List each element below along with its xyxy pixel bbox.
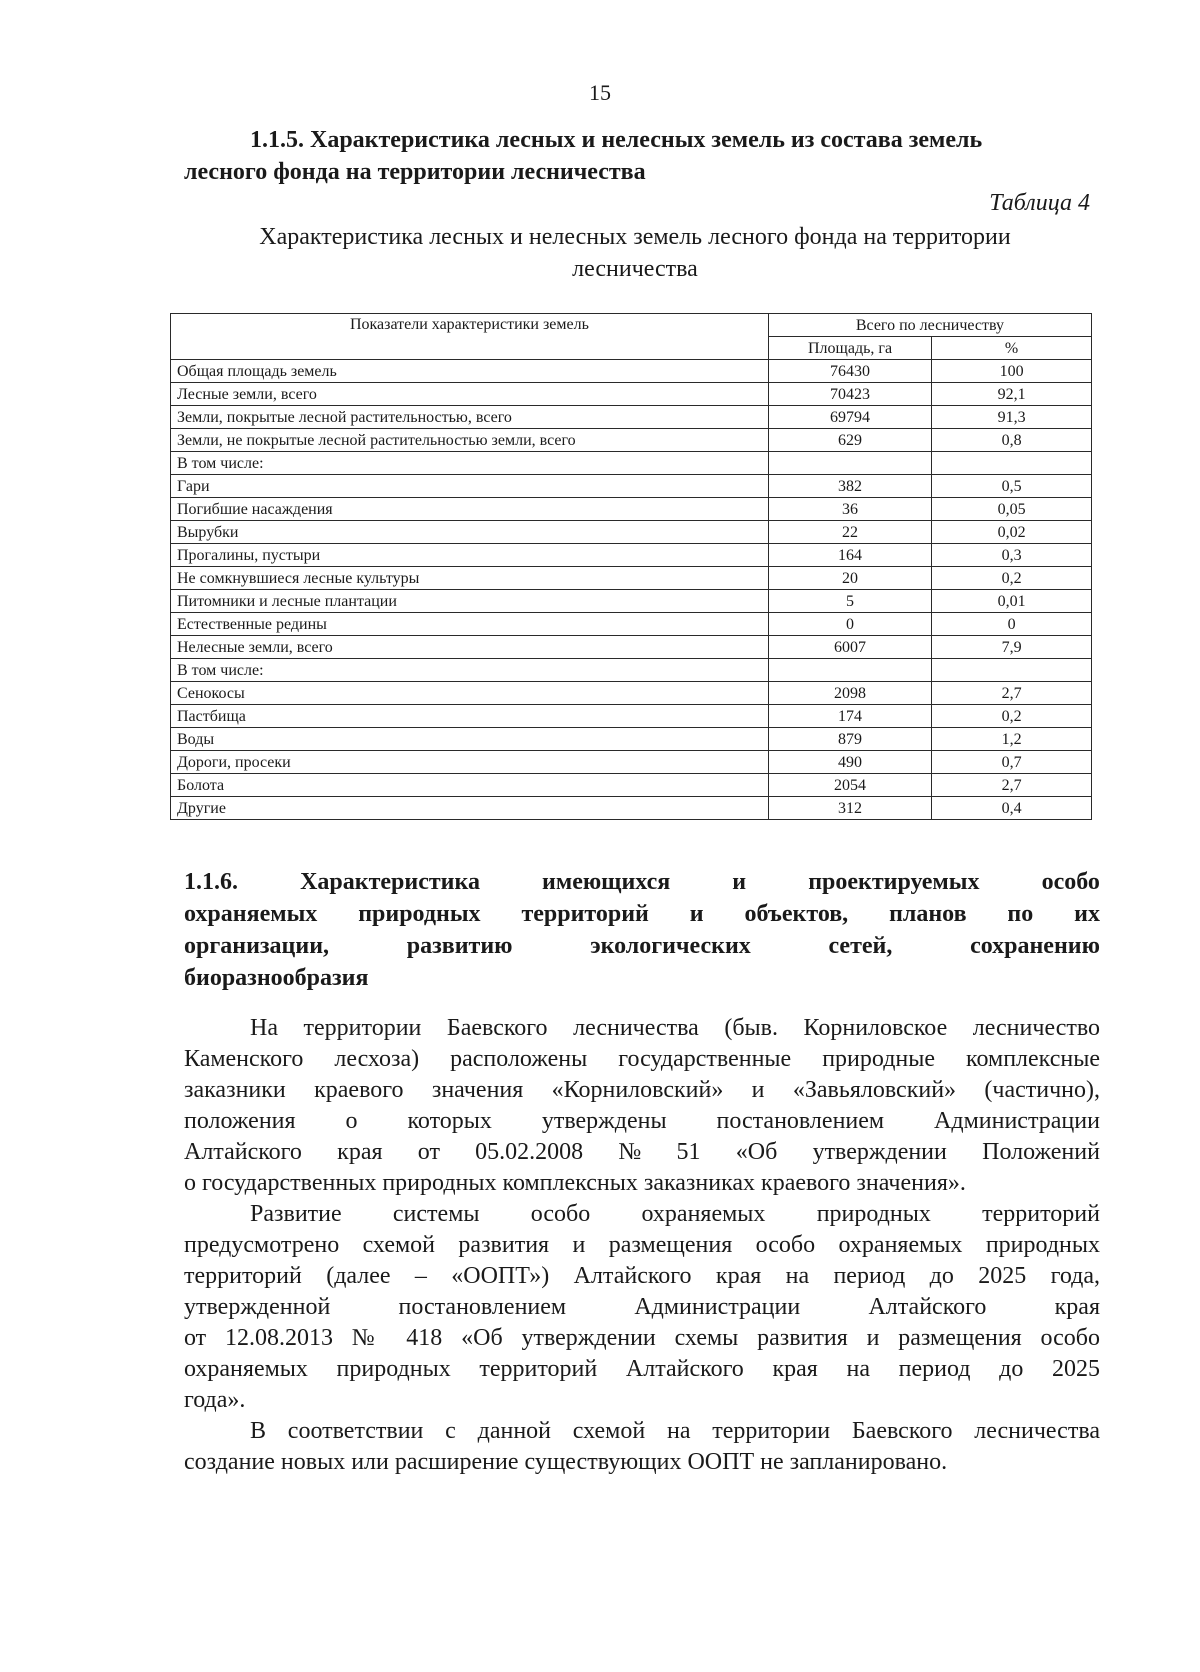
word: утверждении (812, 1139, 947, 1165)
title-word: развитию (406, 933, 513, 959)
row-percent: 0,7 (932, 751, 1092, 774)
text-line: территорий (далее – «ООПТ») Алтайского края на период до 2025 года, (184, 1263, 1100, 1289)
row-area (768, 659, 931, 682)
row-area: 879 (768, 728, 931, 751)
row-percent: 0,8 (932, 429, 1092, 452)
text-line (184, 1199, 1100, 1230)
title-word: 1.1.6. (184, 869, 238, 895)
table-row (171, 774, 1092, 797)
row-label: Гари (171, 475, 769, 498)
table-label: Таблица 4 (989, 190, 1090, 216)
header-total: Всего по лесничеству (768, 314, 1091, 337)
word: Администрации (934, 1108, 1100, 1134)
row-area: 382 (768, 475, 931, 498)
row-percent: 0,3 (932, 544, 1092, 567)
text-line (184, 1292, 1100, 1323)
row-label: Не сомкнувшиеся лесные культуры (171, 567, 769, 590)
row-label: Естественные редины (171, 613, 769, 636)
word: Развитие (250, 1201, 342, 1227)
row-area: 174 (768, 705, 931, 728)
row-percent (932, 659, 1092, 682)
word: положения (184, 1108, 296, 1134)
table-row (171, 383, 1092, 406)
table-row (171, 429, 1092, 452)
row-label: Земли, покрытые лесной растительностью, всего (171, 406, 769, 429)
word: № (618, 1139, 642, 1165)
row-area: 2098 (768, 682, 931, 705)
row-label: Нелесные земли, всего (171, 636, 769, 659)
paragraph-2 (184, 1199, 1100, 1416)
word: постановлением (716, 1108, 885, 1134)
text-line: В соответствии с данной схемой на территории Баевского лесничества (250, 1418, 1100, 1444)
word: системы (392, 1201, 480, 1227)
row-area: 0 (768, 613, 931, 636)
row-percent: 0,05 (932, 498, 1092, 521)
section-title-line: лесного фонда на территории лесничества (184, 159, 646, 185)
table-row (171, 751, 1092, 774)
row-area: 2054 (768, 774, 931, 797)
title-word: планов (889, 901, 967, 927)
text-line: о государственных природных комплексных заказниках краевого значения». (184, 1170, 966, 1196)
row-area: 6007 (768, 636, 931, 659)
row-percent: 2,7 (932, 682, 1092, 705)
word: утвержденной (184, 1294, 331, 1320)
row-area: 629 (768, 429, 931, 452)
row-percent: 1,2 (932, 728, 1092, 751)
table-row (171, 521, 1092, 544)
row-area: 36 (768, 498, 931, 521)
row-label: Другие (171, 797, 769, 820)
row-label: Воды (171, 728, 769, 751)
row-percent: 92,1 (932, 383, 1092, 406)
row-area: 70423 (768, 383, 931, 406)
row-percent: 0,01 (932, 590, 1092, 613)
word: о (345, 1108, 358, 1134)
text-line: На территории Баевского лесничества (быв. Корниловское лесничество (250, 1015, 1100, 1041)
header-indicator: Показатели характеристики земель (171, 314, 769, 360)
section-title-1-1-5 (184, 124, 1100, 188)
row-area: 76430 (768, 360, 931, 383)
title-word: природных (358, 901, 481, 927)
row-label: Прогалины, пустыри (171, 544, 769, 567)
text-line (184, 1106, 1100, 1137)
table-row (171, 636, 1092, 659)
row-area: 490 (768, 751, 931, 774)
text-line: создание новых или расширение существующих ООПТ не запланировано. (184, 1449, 948, 1475)
row-percent: 100 (932, 360, 1092, 383)
row-label: Погибшие насаждения (171, 498, 769, 521)
table-row (171, 475, 1092, 498)
word: постановлением (398, 1294, 567, 1320)
row-percent: 0,4 (932, 797, 1092, 820)
word: природных (816, 1201, 931, 1227)
table-row (171, 590, 1092, 613)
table-row (171, 659, 1092, 682)
table-row (171, 728, 1092, 751)
row-label: Земли, не покрытые лесной растительностью земли, всего (171, 429, 769, 452)
text-line: от 12.08.2013 № 418 «Об утверждении схемы развития и размещения особо (184, 1325, 1100, 1351)
word: 51 (676, 1139, 701, 1165)
row-label: В том числе: (171, 452, 769, 475)
row-label: Дороги, просеки (171, 751, 769, 774)
row-area: 20 (768, 567, 931, 590)
row-percent: 0,02 (932, 521, 1092, 544)
text-line: Каменского лесхоза) расположены государственные природные комплексные (184, 1046, 1100, 1072)
title-word: объектов, (744, 901, 849, 927)
table-row (171, 452, 1092, 475)
table-row (171, 406, 1092, 429)
title-word: экологических (590, 933, 751, 959)
title-word: проектируемых (808, 869, 980, 895)
title-word: и (689, 901, 704, 927)
row-area: 312 (768, 797, 931, 820)
table-row (171, 360, 1092, 383)
row-percent: 91,3 (932, 406, 1092, 429)
word: охраняемых (641, 1201, 766, 1227)
title-word: и (732, 869, 747, 895)
table-row (171, 567, 1092, 590)
row-label: Лесные земли, всего (171, 383, 769, 406)
section-title-line (184, 898, 1100, 930)
table-row (171, 682, 1092, 705)
word: края (1054, 1294, 1100, 1320)
table-row (171, 613, 1092, 636)
word: края (337, 1139, 383, 1165)
row-area (768, 452, 931, 475)
header-area: Площадь, га (768, 337, 931, 360)
word: территорий (982, 1201, 1100, 1227)
word: которых (407, 1108, 492, 1134)
row-area: 22 (768, 521, 931, 544)
row-area: 69794 (768, 406, 931, 429)
text-line: года». (184, 1387, 246, 1413)
row-percent: 2,7 (932, 774, 1092, 797)
header-percent: % (932, 337, 1092, 360)
body-text (184, 1013, 1100, 1478)
paragraph-1 (184, 1013, 1100, 1199)
word: Администрации (634, 1294, 801, 1320)
title-word: сохранению (970, 933, 1100, 959)
section-title-line (184, 930, 1100, 962)
table-row (171, 797, 1092, 820)
row-percent: 0,2 (932, 705, 1092, 728)
title-word: сетей, (828, 933, 893, 959)
word: от (417, 1139, 440, 1165)
word: утверждены (541, 1108, 667, 1134)
word: Алтайского (868, 1294, 987, 1320)
table-row (171, 498, 1092, 521)
title-word: Характеристика (300, 869, 480, 895)
section-title-line: 1.1.5. Характеристика лесных и нелесных земель из состава земель (250, 127, 983, 153)
row-label: Сенокосы (171, 682, 769, 705)
text-line: заказники краевого значения «Корниловский» и «Завьяловский» (частично), (184, 1077, 1100, 1103)
table-row (171, 544, 1092, 567)
row-area: 5 (768, 590, 931, 613)
title-word: организации, (184, 933, 330, 959)
row-percent: 7,9 (932, 636, 1092, 659)
row-percent: 0,5 (932, 475, 1092, 498)
title-word: охраняемых (184, 901, 318, 927)
section-title-line (184, 866, 1100, 898)
page-number: 15 (589, 80, 611, 105)
word: Положений (982, 1139, 1100, 1165)
section-title-line: биоразнообразия (184, 965, 369, 991)
title-word: территорий (521, 901, 649, 927)
row-label: Питомники и лесные плантации (171, 590, 769, 613)
text-line (184, 1137, 1100, 1168)
row-percent: 0,2 (932, 567, 1092, 590)
table-row (171, 705, 1092, 728)
table-caption-line: лесничества (572, 256, 698, 282)
paragraph-3 (184, 1416, 1100, 1478)
word: особо (530, 1201, 591, 1227)
table-header-row (171, 314, 1092, 337)
row-percent (932, 452, 1092, 475)
title-word: по (1007, 901, 1034, 927)
word: «Об (735, 1139, 778, 1165)
table-caption-line: Характеристика лесных и нелесных земель лесного фонда на территории (259, 224, 1011, 250)
table-caption (170, 221, 1100, 285)
text-line: охраняемых природных территорий Алтайского края на период до 2025 (184, 1356, 1100, 1382)
title-word: имеющихся (542, 869, 671, 895)
title-word: особо (1041, 869, 1100, 895)
row-percent: 0 (932, 613, 1092, 636)
row-label: Вырубки (171, 521, 769, 544)
row-area: 164 (768, 544, 931, 567)
row-label: Общая площадь земель (171, 360, 769, 383)
land-characteristics-table (170, 313, 1092, 820)
row-label: Пастбища (171, 705, 769, 728)
row-label: Болота (171, 774, 769, 797)
word: Алтайского (184, 1139, 302, 1165)
word: 05.02.2008 (475, 1139, 584, 1165)
text-line: предусмотрено схемой развития и размещения особо охраняемых природных (184, 1232, 1100, 1258)
section-title-1-1-6 (184, 866, 1100, 994)
row-label: В том числе: (171, 659, 769, 682)
title-word: их (1074, 901, 1100, 927)
